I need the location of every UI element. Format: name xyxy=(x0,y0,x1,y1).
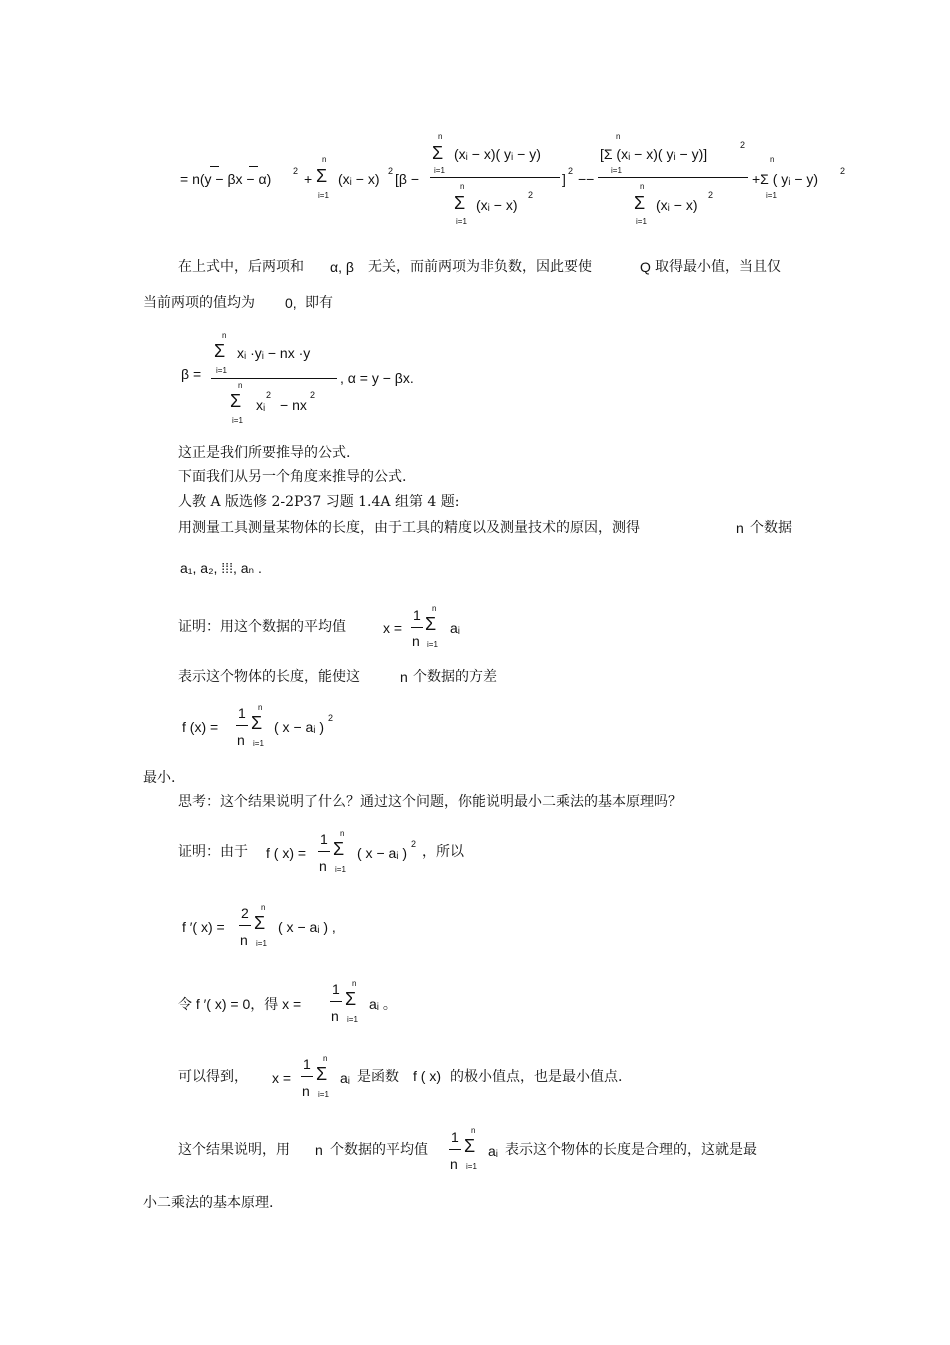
fraction-bar xyxy=(598,177,748,178)
proof2-lhs: f ( x) = xyxy=(266,845,307,861)
sigma: Σ xyxy=(464,1136,476,1156)
conclude-d: 的极小值点，也是最小值点. xyxy=(450,1069,623,1085)
conclude-c: 是函数 xyxy=(357,1069,399,1085)
sum-lower: i=1 xyxy=(216,366,227,375)
sum-lower: i=1 xyxy=(427,640,438,649)
formula-part2: (xᵢ − x) xyxy=(338,171,380,187)
sum-lower: i=1 xyxy=(456,217,467,226)
sigma: Σ xyxy=(230,391,242,411)
frac-n: n xyxy=(302,1083,310,1099)
frac-one: 1 xyxy=(238,705,246,721)
proof1-a: aᵢ xyxy=(450,620,460,636)
frac-n: n xyxy=(237,732,245,748)
final-n: n xyxy=(315,1142,323,1158)
frac-n: n xyxy=(450,1156,458,1172)
exp: 2 xyxy=(708,190,714,200)
conclude-a: 可以得到， xyxy=(178,1069,248,1085)
sigma: Σ xyxy=(214,341,226,361)
minus: −− xyxy=(578,171,595,187)
sum-lower: i=1 xyxy=(318,191,329,200)
exp: 2 xyxy=(328,713,334,723)
think-text: 思考：这个结果说明了什么？通过这个问题，你能说明最小二乘法的基本原理吗？ xyxy=(178,794,682,810)
proof1-x: x = xyxy=(383,620,403,636)
sum-upper: n xyxy=(640,182,645,191)
ybar xyxy=(210,166,219,167)
proof2-label: 证明：由于 xyxy=(178,844,248,860)
fraction-bar xyxy=(318,851,330,852)
line-1: 这正是我们所要推导的公式. xyxy=(178,445,351,461)
exp: 2 xyxy=(840,166,846,176)
sigma: Σ xyxy=(333,839,345,859)
plus: + xyxy=(304,171,313,187)
fraction-bar xyxy=(430,177,560,178)
min-text: 最小. xyxy=(143,770,176,786)
sum-upper: n xyxy=(438,132,443,141)
line-4n: n xyxy=(736,520,744,536)
sigma: Σ xyxy=(316,1064,328,1084)
fraction-bar xyxy=(236,725,248,726)
sigma: Σ xyxy=(254,913,266,933)
fraction-bar xyxy=(301,1076,313,1077)
sum-lower: i=1 xyxy=(232,416,243,425)
sum-upper: n xyxy=(258,703,263,712)
frac-one: 1 xyxy=(332,981,340,997)
sum-upper: n xyxy=(261,903,266,912)
final-b: 个数据的平均值 xyxy=(330,1142,428,1158)
show-n: n xyxy=(400,669,408,685)
sum-lower: i=1 xyxy=(766,191,777,200)
sigma: Σ xyxy=(345,989,357,1009)
deriv-lhs: f ′( x) = xyxy=(182,919,225,935)
sum-lower: i=1 xyxy=(253,739,264,748)
para1-d: 当前两项的值均为 xyxy=(143,295,255,311)
final-c: 表示这个物体的长度是合理的，这就是最 xyxy=(505,1142,757,1158)
formula-part1: = n(y − βx − α) xyxy=(180,171,272,187)
sigma: Σ xyxy=(251,713,263,733)
sum-upper: n xyxy=(616,132,621,141)
sigma: Σ xyxy=(634,193,646,213)
fraction-bar xyxy=(211,378,337,379)
beta-den2: − nx xyxy=(280,397,307,413)
sigma: Σ xyxy=(425,614,437,634)
frac1-num: (xᵢ − x)( yᵢ − y) xyxy=(454,146,541,162)
frac2-num: [Σ (xᵢ − x)( yᵢ − y)] xyxy=(600,146,708,162)
conclude-f: f ( x) xyxy=(413,1068,441,1084)
let-a: 令 f ′( x) = 0，得 x = xyxy=(178,996,302,1012)
exp: 2 xyxy=(388,166,394,176)
sum-upper: n xyxy=(340,829,345,838)
sum-upper: n xyxy=(460,182,465,191)
sum-upper: n xyxy=(322,155,327,164)
fraction-bar xyxy=(449,1149,461,1150)
sum-lower: i=1 xyxy=(636,217,647,226)
line-4a: 用测量工具测量某物体的长度，由于工具的精度以及测量技术的原因，测得 xyxy=(178,520,640,536)
formula-end: +Σ ( yᵢ − y) xyxy=(752,171,819,187)
frac-one: 1 xyxy=(451,1129,459,1145)
line-2: 下面我们从另一个角度来推导的公式. xyxy=(178,469,407,485)
exp: 2 xyxy=(293,166,299,176)
sum-lower: i=1 xyxy=(318,1090,329,1099)
sum-upper: n xyxy=(222,331,227,340)
proof1-label: 证明：用这个数据的平均值 xyxy=(178,619,346,635)
fraction-bar xyxy=(330,1001,342,1002)
final-a: 这个结果说明，用 xyxy=(178,1142,290,1158)
para1-e: 即有 xyxy=(305,295,333,311)
beta-lhs: β = xyxy=(181,366,202,382)
frac-n: n xyxy=(240,932,248,948)
para1-a: 在上式中，后两项和 xyxy=(178,259,304,275)
sigma: Σ xyxy=(316,166,328,186)
final-ai: aᵢ xyxy=(488,1143,498,1159)
sum-upper: n xyxy=(323,1054,328,1063)
frac-one: 1 xyxy=(320,831,328,847)
sum-upper: n xyxy=(238,381,243,390)
exp: 2 xyxy=(411,839,417,849)
exp: 2 xyxy=(568,166,574,176)
fx-lhs: f (x) = xyxy=(182,719,219,735)
sum-upper: n xyxy=(352,979,357,988)
conclude-x: x = xyxy=(272,1070,292,1086)
final-d: 小二乘法的基本原理. xyxy=(143,1195,274,1211)
frac-one: 1 xyxy=(413,607,421,623)
proof2-rhs: ( x − aᵢ ) xyxy=(357,845,408,861)
exp: 2 xyxy=(310,390,316,400)
alpha-expr: , α = y − βx. xyxy=(340,370,414,386)
data-sequence: a₁, a₂, ⁞⁞⁞, aₙ . xyxy=(180,560,262,576)
sum-lower: i=1 xyxy=(466,1162,477,1171)
deriv-rhs: ( x − aᵢ ) , xyxy=(278,919,336,935)
frac-one: 1 xyxy=(303,1056,311,1072)
frac-n: n xyxy=(319,858,327,874)
exp: 2 xyxy=(740,140,746,150)
fraction-bar xyxy=(239,925,251,926)
para1-zero: 0, xyxy=(285,295,297,311)
fraction-bar xyxy=(411,627,423,628)
sigma: Σ xyxy=(432,143,444,163)
show-a: 表示这个物体的长度，能使这 xyxy=(178,669,360,685)
close-bracket: ] xyxy=(562,171,566,187)
show-b: 个数据的方差 xyxy=(413,669,497,685)
sum-upper: n xyxy=(432,604,437,613)
formula-part3: [β − xyxy=(395,171,420,187)
frac1-den: (xᵢ − x) xyxy=(476,197,518,213)
frac2-den: (xᵢ − x) xyxy=(656,197,698,213)
frac-n: n xyxy=(331,1008,339,1024)
para1-c: 取得最小值，当且仅 xyxy=(655,259,781,275)
frac-two: 2 xyxy=(241,905,249,921)
sum-upper: n xyxy=(770,155,775,164)
exp: 2 xyxy=(266,390,272,400)
para1-b: 无关，而前两项为非负数，因此要使 xyxy=(368,259,592,275)
proof2-tail: ，所以 xyxy=(422,844,464,860)
fx-rhs: ( x − aᵢ ) xyxy=(274,719,325,735)
beta-den: xᵢ xyxy=(256,397,266,413)
beta-num: xᵢ ·yᵢ − nx ·y xyxy=(237,345,311,361)
line-3: 人教 A 版选修 2-2P37 习题 1.4A 组第 4 题: xyxy=(178,494,460,510)
sigma: Σ xyxy=(454,193,466,213)
sum-upper: n xyxy=(471,1126,476,1135)
line-4b: 个数据 xyxy=(750,520,792,536)
para1-q: Q xyxy=(640,259,651,275)
sum-lower: i=1 xyxy=(611,166,622,175)
exp: 2 xyxy=(528,190,534,200)
xbar xyxy=(249,166,258,167)
let-b: aᵢ 。 xyxy=(369,996,397,1012)
sum-lower: i=1 xyxy=(335,865,346,874)
sum-lower: i=1 xyxy=(434,166,445,175)
frac-n: n xyxy=(412,633,420,649)
conclude-b: aᵢ xyxy=(340,1070,350,1086)
para1-ab: α, β xyxy=(330,259,354,275)
sum-lower: i=1 xyxy=(256,939,267,948)
sum-lower: i=1 xyxy=(347,1015,358,1024)
